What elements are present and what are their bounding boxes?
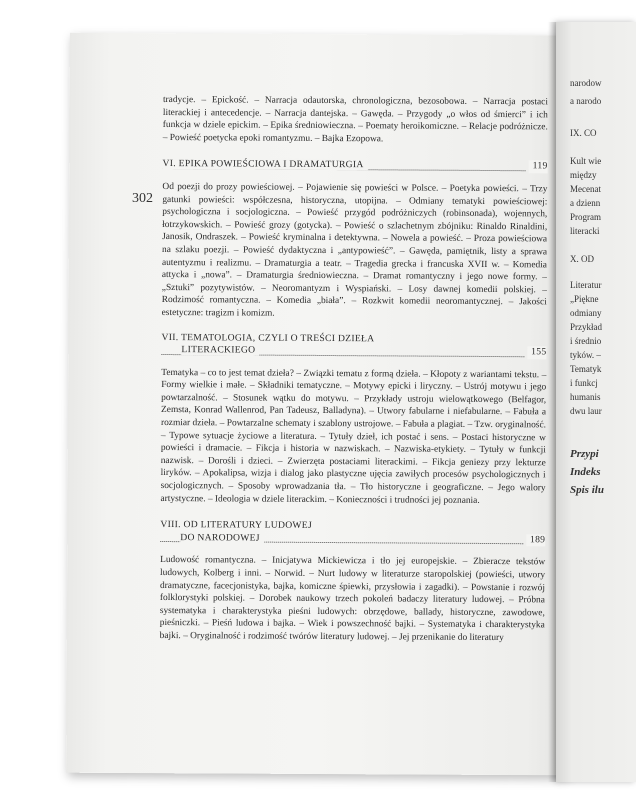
right-page-line: IX. CO — [570, 128, 597, 138]
right-page-line: humanis — [570, 392, 601, 402]
right-page-italic-line: Indeks — [570, 466, 601, 478]
right-page-line: a narodo — [570, 96, 602, 106]
right-page-line: Mecenat — [570, 184, 601, 194]
right-page-line: a dzienn — [570, 198, 601, 208]
right-page-line: Program — [570, 212, 601, 222]
chapter-summary: Tematyka – co to jest temat dzieła? – Związki tematu z formą dzieła. – Kłopoty z wariantami tekstu. – Formy wielkie i małe. – Składniki tematyczne. – Motywy epicki i liryczny. – Ustrój motywu i jego powtarzalność. – Stosunek wątku do motywu. – Przykłady ustroju wielowątkowego (Belfagor, Zemsta, Konrad Wallenrod, Pan Tadeusz, Balladyna). – Utwory fabularne i niefabularne. – Fabuła a rozmiar dzieła. – Powtarzalne schematy i szablony ustrojowe. – Fabuła a plagiat. – Tzw. oryginalność. – Typowe sytuacje życiowe a literatura. – Tytuły dzieł, ich postać i sens. – Postaci historyczne w powieści i dramacie. – Fikcja i historia w nazwiskach. – Nazwiska-etykiety. – Tytuły w funkcji nazwisk. – Dorośli i dzieci. – Zwierzęta postaciami literackimi. – Fikcja geniezy przy lekturze liryków. – Apokalipsa, wizja i dialog jako plastyczne ujęcia zawiłych procesów psychologicznych i socjologicznych. – Sposoby wprowadzania tła. – Tło historyczne i geograficzne. – Jego walory artystyczne. – Ideologia w dziele literackim. – Konieczności i trudności jej poznania. — [160, 367, 547, 506]
right-page-line: dwu laur — [570, 406, 602, 416]
right-page-line: Kult wie — [570, 156, 602, 166]
chapter-page-number: 155 — [527, 346, 546, 359]
toc-content — [160, 94, 548, 645]
chapter-summary: Od poezji do prozy powieściowej. – Pojawienie się powieści w Polsce. – Poetyka powieści. – Trzy gatunki powieści: współczesna, historyczna, utopijna. – Odmiany tematyki powieściowej: psychologiczna i socjologiczna. – Powieść przygód podróżniczych (robinsonada), wojennych, łotrzykowskich. – Powieść grozy (gotycka). – Powieść o szlachetnym zbójniku: Rinaldo Rinaldini, Janosik, Ondraszek. – Powieść kryminalna i detektywna. – Nowela a powieść. – Proza powieściowa na szlaku poezji. – Powieść dydaktyczna i „antypowieść”. – Gawęda, pamiętnik, listy a sprawa autentyzmu i realizmu. – Dramaturgia a teatr. – Tragedia grecka i francuska XVII w. – Komedia attycka i „nowa”. – Dramaturgia średniowieczna. – Dramat romantyczny i jego nowe formy. – „Sztuki” pozytywistów. – Neoromantyzm i Wyspiański. – Losy dawnej komedii polskiej. – Rodzimość romantyczna. – Komedia „biała”. – Rozkwit komedii neoromantycznej. – Jakości estetyczne: tragizm i komizm. — [161, 181, 548, 319]
right-page-italic-line: Spis ilu — [570, 484, 604, 496]
chapter-title-line1: VIII. OD LITERATURY LUDOWEJ — [160, 519, 313, 532]
chapter-heading-vii — [161, 331, 546, 359]
right-page-line: narodow — [570, 78, 602, 88]
page-number: 302 — [132, 191, 153, 206]
chapter-page-number: 189 — [526, 534, 545, 547]
chapter-heading-viii — [160, 519, 545, 547]
right-page-italic-line: Przypi — [570, 448, 599, 460]
right-page-line: Przykład — [570, 322, 602, 332]
right-page-line: odmiany — [570, 308, 602, 318]
chapter-heading-vi — [163, 158, 548, 173]
right-page-line: X. OD — [570, 254, 594, 264]
chapter-page-number: 119 — [529, 161, 548, 174]
right-page-line: między — [570, 170, 597, 180]
right-page-line: „Piękne — [570, 294, 599, 304]
chapter-title-line2: LITERACKIEGO — [181, 344, 259, 355]
right-page-line: literacki — [570, 226, 600, 236]
right-page-line: Tematyk — [570, 364, 602, 374]
chapter-title-line2: DO NARODOWEJ — [180, 532, 264, 544]
chapter-summary: Ludowość romantyczna. – Inicjatywa Mickiewicza i tło jej europejskie. – Zbieracze tekstów ludowych, Kolberg i inni. – Norwid. – Nurt ludowy w literaturze staropolskiej (powieści, utwory dramatyczne, facecjonistyka, bajka, komiczne śpiewki, przysłowia i zagadki). – Powstanie i rozwój folklorystyki polskiej. – Dorobek naukowy trzech pokoleń badaczy literatury ludowej. – Próbna systematyka i charakterystyka pieśni ludowych: obrzędowe, ballady, historyczne, zawodowe, pieśniczki. – Pieśń ludowa i bajka. – Wiek i powszechność bajki. – Systematyka i charakterystyka bajki. – Oryginalność i rodzimość twórów literatury ludowej. – Jej przenikanie do literatury — [159, 555, 546, 644]
right-page-line: i funkcj — [570, 378, 598, 388]
chapter-title-line1: VII. TEMATOLOGIA, CZYLI O TREŚCI DZIEŁA — [161, 331, 375, 344]
right-page-line: tyków. – — [570, 350, 601, 360]
right-page-line: i średnio — [570, 336, 602, 346]
chapter-v-summary-tail: tradycje. – Epickość. – Narracja odautorska, chronologiczna, bezosobowa. – Narracja postaci literackiej i antecedencje. – Narracja dantejska. – Gawęda. – Przygody „o włos od śmierci” i ich funkcja w dziele epickim. – Epika średniowieczna. – Poematy heroikomiczne. – Relacje podróżnicze. – Powieść poetycka epoki romantyzmu. – Bajka Ezopowa. — [162, 94, 548, 145]
chapter-title: VI. EPIKA POWIEŚCIOWA I DRAMATURGIA — [163, 158, 368, 170]
right-page-line: Literatur — [570, 280, 602, 290]
